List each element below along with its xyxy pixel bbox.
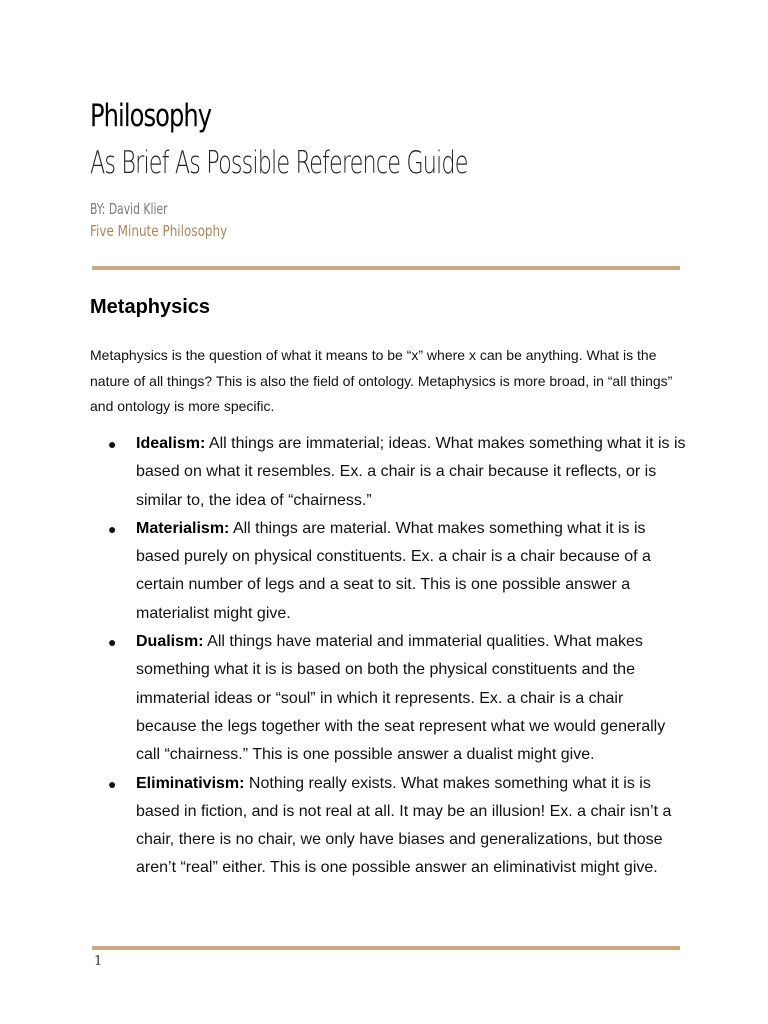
bullet-icon: ● [108,775,117,792]
list-item-term: Dualism: [136,633,204,651]
header-divider [92,266,680,270]
bullet-icon: ● [108,520,117,537]
list-item-term: Idealism: [136,435,206,452]
author-line: BY: David Klier [90,200,168,218]
list-item-term: Eliminativism: [136,774,245,792]
document-subtitle: As Brief As Possible Reference Guide [90,145,468,181]
list-item-idealism [108,430,688,515]
list-item-text: All things are immaterial; ideas. What makes something what it is is based on what it resembles. Ex. a chair is a chair because it reflects, or is similar to, the idea of “chairness.” [136,435,686,509]
list-item-text: All things have material and immaterial qualities. What makes something what it is is based on both the physical constituents and the immaterial ideas or “soul” in which it represents. Ex. a chair is a chair because the legs together with the seat represent what we would generally call “chairness.” This is one possible answer a dualist might give. [136,633,666,764]
bullet-icon: ● [108,634,117,651]
list-item-text: All things are material. What makes something what it is is based purely on physical constituents. Ex. a chair is a chair because of a certain number of legs and a seat to sit. This is one possible answer a materialist might give. [136,519,651,622]
footer-divider [92,946,680,950]
series-name: Five Minute Philosophy [90,222,228,240]
list-item-term: Materialism: [136,519,230,537]
intro-paragraph: Metaphysics is the question of what it means to be “x” where x can be anything. What is the nature of all things? This is also the field of ontology. Metaphysics is more broad, in “all things” and ontology is more specific. [90,347,673,414]
concept-list [108,430,688,883]
list-item-materialism [108,515,688,628]
section-heading: Metaphysics [90,296,211,318]
page-number: 1 [94,954,103,969]
list-item-text: Nothing really exists. What makes something what it is is based in fiction, and is not real at all. It may be an illusion! Ex. a chair isn’t a chair, there is no chair, we only have biases and generalizations, but those aren’t “real” either. This is one possible answer an eliminativist might give. [136,774,672,877]
list-item-eliminativism [108,770,688,883]
document-title: Philosophy [90,98,212,134]
bullet-icon: ● [108,436,117,452]
list-item-dualism [108,628,688,769]
